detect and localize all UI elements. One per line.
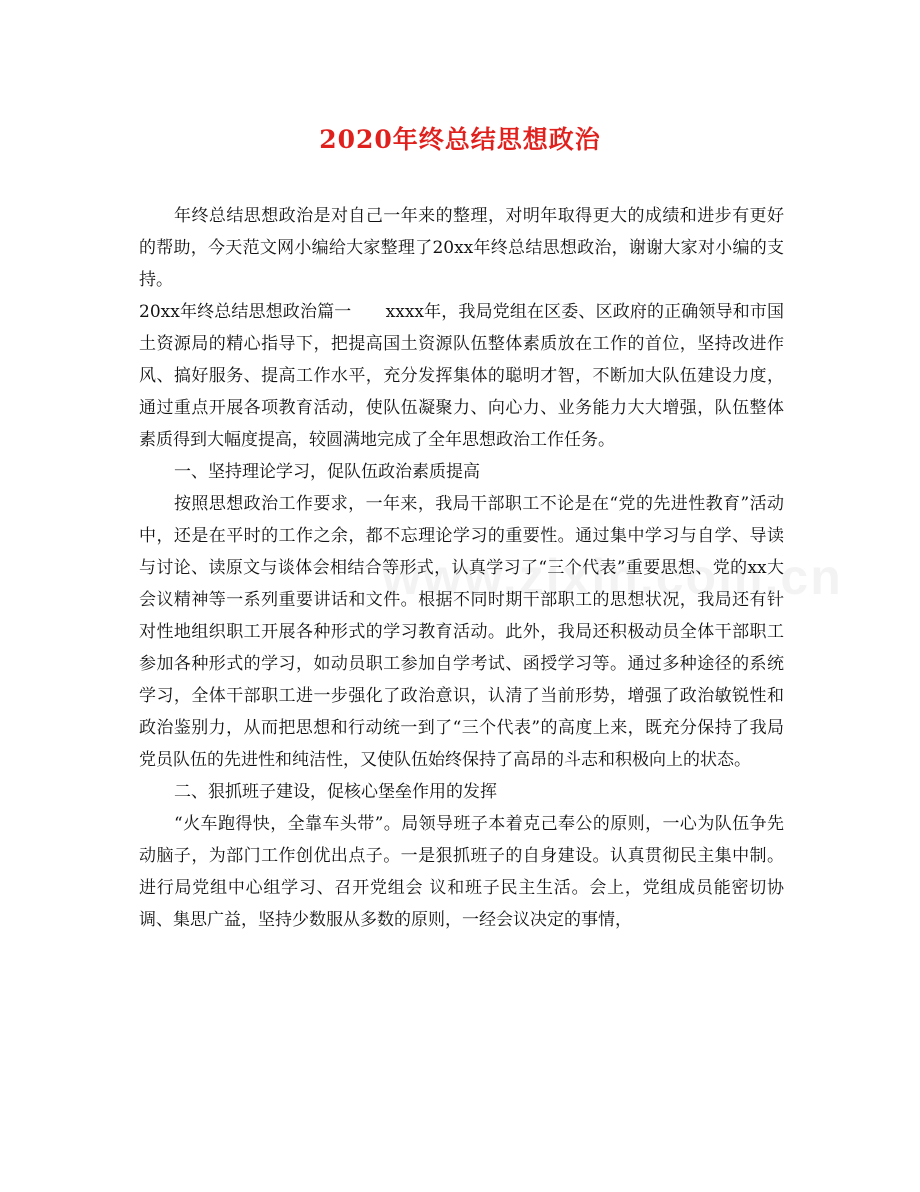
section-one-intro-paragraph: 20xx年终总结思想政治篇一 xxxx年，我局党组在区委、区政府的正确领导和市国土资源局的精心指导下，把提高国土资源队伍整体素质放在工作的首位，坚持改进作风、搞好服务、提高工作水平，充分发挥集体的聪明才智，不断加大队伍建设力度，通过重点开展各项教育活动，使队伍凝聚力、向心力、业务能力大大增强，队伍整体素质得到大幅度提高，较圆满地完成了全年思想政治工作任务。 xyxy=(139,302,784,450)
document-body xyxy=(139,200,784,936)
theory-study-paragraph: 按照思想政治工作要求，一年来，我局干部职工不论是在“党的先进性教育”活动中，还是在平时的工作之余，都不忘理论学习的重要性。通过集中学习与自学、导读与讨论、读原文与谈体会相结合等形式，认真学习了“三个代表”重要思想、党的xx大会议精神等一系列重要讲话和文件。根据不同时期干部职工的思想状况，我局还有针对性地组织职工开展各种形式的学习教育活动。此外，我局还积极动员全体干部职工参加各种形式的学习，如动员职工参加自学考试、函授学习等。通过多种途径的系统学习，全体干部职工进一步强化了政治意识，认清了当前形势，增强了政治敏锐性和政治鉴别力，从而把思想和行动统一到了“三个代表”的高度上来，既充分保持了我局党员队伍的先进性和纯洁性，又使队伍始终保持了高昂的斗志和积极向上的状态。 xyxy=(139,494,784,770)
heading-theory-study: 一、坚持理论学习，促队伍政治素质提高 xyxy=(174,462,480,482)
intro-paragraph: 年终总结思想政治是对自己一年来的整理，对明年取得更大的成绩和进步有更好的帮助，今天范文网小编给大家整理了20xx年终总结思想政治，谢谢大家对小编的支持。 xyxy=(139,206,784,290)
leadership-building-paragraph: “火车跑得快，全靠车头带”。局领导班子本着克己奉公的原则，一心为队伍争先动脑子，为部门工作创优出点子。一是狠抓班子的自身建设。认真贯彻民主集中制。进行局党组中心组学习、召开党组会 议和班子民主生活。会上，党组成员能密切协调、集思广益，坚持少数服从多数的原则，一经会议决定的事情， xyxy=(139,814,784,930)
document-title: 2020年终总结思想政治 xyxy=(319,125,601,154)
heading-leadership-building: 二、狠抓班子建设，促核心堡垒作用的发挥 xyxy=(174,782,497,802)
